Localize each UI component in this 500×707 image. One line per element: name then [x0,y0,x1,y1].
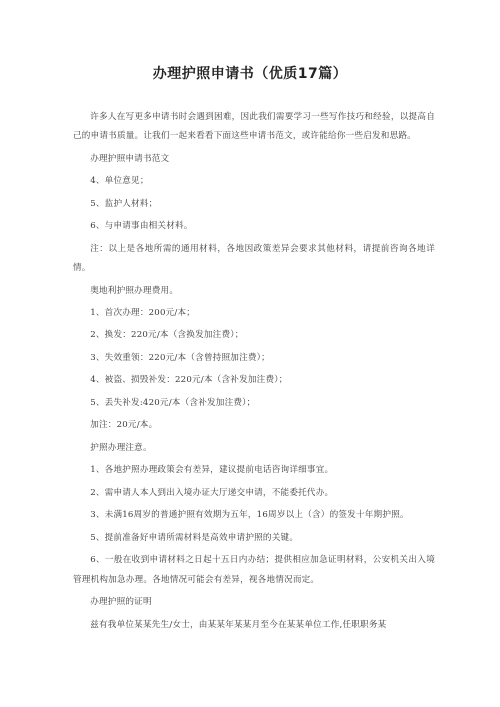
list-item: 6、一般在收到申请材料之日起十五日内办结；提供相应加急证明材料，公安机关出入境管理机构加急办理。各地情况可能会有差异，视各地情况而定。 [73,555,435,585]
section-heading: 办理护照的证明 [90,597,152,608]
document-title: 办理护照申请书（优质17篇） [152,66,348,82]
list-item: 5、提前准备好申请所需材料是高效申请护照的关键。 [90,532,299,543]
list-item: 6、与申请事由相关材料。 [90,221,193,232]
list-item: 3、未满16周岁的普通护照有效期为五年，16周岁以上（含）的签发十年期护照。 [90,510,409,521]
list-item: 4、被盗、损毁补发：220元/本（含补发加注费）； [90,375,288,386]
list-item: 5、监护人材料； [90,198,158,209]
list-item: 5、丢失补发:420元/本（含补发加注费）； [90,397,256,408]
list-item: 4、单位意见； [90,176,149,187]
note-paragraph: 注：以上是各地所需的通用材料，各地因政策差异会要求其他材料，请提前咨询各地详情。 [73,243,435,274]
list-item: 1、首次办理：200元/本； [90,307,196,318]
list-item: 3、失效重领：220元/本（含曾持照加注费）； [90,352,270,363]
certificate-paragraph: 兹有我单位某某先生/女士，由某某年某某月至今在某某单位工作,任职职务某 [90,619,387,630]
list-item: 1、各地护照办理政策会有差异，建议提前电话咨询详细事宜。 [90,465,334,476]
list-item: 2、需申请人本人到出入境办证大厅递交申请，不能委托代办。 [90,487,334,498]
section-heading: 护照办理注意。 [90,442,152,453]
document-body [73,108,435,638]
section-heading: 奥地利护照办理费用。 [90,285,179,296]
list-item: 2、换发：220元/本（含换发加注费）； [90,330,244,341]
intro-paragraph: 许多人在写更多申请书时会遇到困难，因此我们需要学习一些写作技巧和经验，以提高自己的申请书质量。让我们一起来看看下面这些申请书范文，或许能给你一些启发和思路。 [73,112,435,142]
section-heading: 办理护照申请书范文 [90,153,170,164]
list-item: 加注：20元/本。 [90,420,158,431]
